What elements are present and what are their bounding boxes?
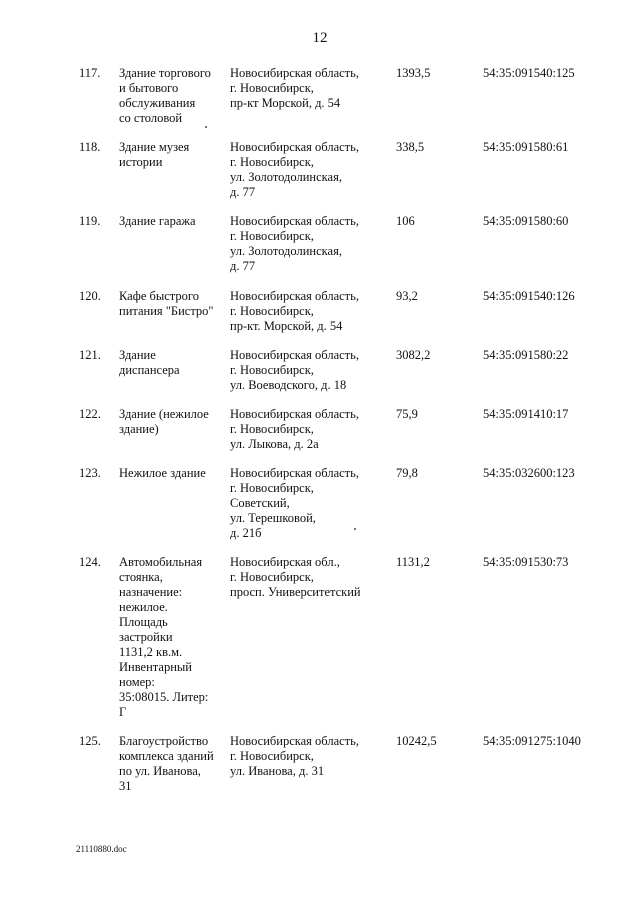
object-area: 338,5 xyxy=(396,140,425,154)
object-address-line: г. Новосибирск, xyxy=(230,229,314,243)
object-name xyxy=(119,734,229,794)
object-address-line: г. Новосибирск, xyxy=(230,155,314,169)
object-address xyxy=(230,407,390,452)
object-address-line: Новосибирская область, xyxy=(230,289,359,303)
object-name-line: 31 xyxy=(119,779,132,793)
row-number: 125. xyxy=(79,734,101,748)
object-address xyxy=(230,214,390,274)
object-name-line: питания "Бистро" xyxy=(119,304,214,318)
object-name-line: Площадь xyxy=(119,615,168,629)
object-address xyxy=(230,466,390,541)
object-area: 106 xyxy=(396,214,415,228)
object-address-line: Советский, xyxy=(230,496,290,510)
object-address-line: Новосибирская область, xyxy=(230,140,359,154)
object-name-line: комплекса зданий xyxy=(119,749,214,763)
object-address-line: Новосибирская обл., xyxy=(230,555,340,569)
row-number: 121. xyxy=(79,348,101,362)
object-name-line: застройки xyxy=(119,630,173,644)
object-address-line: д. 21б xyxy=(230,526,262,540)
footer-filename: 21110880.doc xyxy=(76,844,127,854)
object-address-line: ул. Золотодолинская, xyxy=(230,244,342,258)
object-name-line: 35:08015. Литер: xyxy=(119,690,209,704)
page-number: 12 xyxy=(312,30,328,46)
object-address-line: пр-кт. Морской, д. 54 xyxy=(230,319,343,333)
object-area: 79,8 xyxy=(396,466,418,480)
object-name-line: назначение: xyxy=(119,585,183,599)
object-area: 93,2 xyxy=(396,289,418,303)
object-address-line: Новосибирская область, xyxy=(230,734,359,748)
row-number: 119. xyxy=(79,214,101,228)
object-address-line: г. Новосибирск, xyxy=(230,481,314,495)
scan-speck xyxy=(205,126,207,128)
object-address-line: г. Новосибирск, xyxy=(230,749,314,763)
object-name-line: нежилое. xyxy=(119,600,168,614)
object-address-line: д. 77 xyxy=(230,185,256,199)
object-address-line: ул. Золотодолинская, xyxy=(230,170,342,184)
object-address-line: г. Новосибирск, xyxy=(230,363,314,377)
object-name xyxy=(119,289,229,319)
object-name-line: по ул. Иванова, xyxy=(119,764,201,778)
row-number: 124. xyxy=(79,555,101,569)
object-area: 75,9 xyxy=(396,407,418,421)
object-area: 3082,2 xyxy=(396,348,431,362)
object-name-line: Нежилое здание xyxy=(119,466,206,480)
object-address xyxy=(230,348,390,393)
object-name xyxy=(119,140,229,170)
object-name-line: и бытового xyxy=(119,81,179,95)
object-area: 1393,5 xyxy=(396,66,431,80)
object-name xyxy=(119,348,229,378)
object-name xyxy=(119,466,229,481)
object-name-line: диспансера xyxy=(119,363,180,377)
row-number: 117. xyxy=(79,66,101,80)
row-number: 123. xyxy=(79,466,101,480)
object-area: 10242,5 xyxy=(396,734,437,748)
cadastral-number: 54:35:091530:73 xyxy=(483,555,569,569)
row-number: 118. xyxy=(79,140,101,154)
object-name-line: обслуживания xyxy=(119,96,196,110)
object-address-line: пр-кт Морской, д. 54 xyxy=(230,96,341,110)
object-address xyxy=(230,140,390,200)
object-address-line: просп. Университетский xyxy=(230,585,361,599)
object-name-line: Здание xyxy=(119,348,156,362)
object-address xyxy=(230,289,390,334)
object-name xyxy=(119,66,229,126)
object-name-line: Здание (нежилое xyxy=(119,407,209,421)
object-name-line: Кафе быстрого xyxy=(119,289,199,303)
object-address-line: ул. Иванова, д. 31 xyxy=(230,764,325,778)
object-name-line: Здание гаража xyxy=(119,214,196,228)
object-address-line: Новосибирская область, xyxy=(230,407,359,421)
row-number: 120. xyxy=(79,289,101,303)
scan-speck xyxy=(354,528,356,530)
object-address-line: Новосибирская область, xyxy=(230,466,359,480)
object-name-line: Благоустройство xyxy=(119,734,209,748)
object-name-line: Здание музея xyxy=(119,140,190,154)
cadastral-number: 54:35:091580:61 xyxy=(483,140,569,154)
object-address-line: ул. Терешковой, xyxy=(230,511,316,525)
object-name xyxy=(119,214,229,229)
object-name-line: стоянка, xyxy=(119,570,163,584)
object-address-line: Новосибирская область, xyxy=(230,66,359,80)
object-area: 1131,2 xyxy=(396,555,430,569)
object-address-line: г. Новосибирск, xyxy=(230,422,314,436)
object-address-line: г. Новосибирск, xyxy=(230,304,314,318)
object-name-line: истории xyxy=(119,155,163,169)
cadastral-number: 54:35:091580:22 xyxy=(483,348,569,362)
cadastral-number: 54:35:091410:17 xyxy=(483,407,569,421)
object-address xyxy=(230,66,390,111)
object-name-line: 1131,2 кв.м. xyxy=(119,645,183,659)
object-address xyxy=(230,555,390,600)
object-address xyxy=(230,734,390,779)
object-name xyxy=(119,555,229,720)
cadastral-number: 54:35:091580:60 xyxy=(483,214,569,228)
object-address-line: ул. Лыкова, д. 2а xyxy=(230,437,319,451)
object-address-line: г. Новосибирск, xyxy=(230,81,314,95)
cadastral-number: 54:35:091275:1040 xyxy=(483,734,581,748)
row-number: 122. xyxy=(79,407,101,421)
object-name-line: Г xyxy=(119,705,127,719)
cadastral-number: 54:35:091540:125 xyxy=(483,66,575,80)
object-address-line: Новосибирская область, xyxy=(230,214,359,228)
object-address-line: д. 77 xyxy=(230,259,256,273)
object-name-line: Здание торгового xyxy=(119,66,211,80)
object-address-line: ул. Воеводского, д. 18 xyxy=(230,378,347,392)
cadastral-number: 54:35:091540:126 xyxy=(483,289,575,303)
object-name-line: Автомобильная xyxy=(119,555,203,569)
cadastral-number: 54:35:032600:123 xyxy=(483,466,575,480)
object-name xyxy=(119,407,229,437)
object-address-line: Новосибирская область, xyxy=(230,348,359,362)
object-name-line: со столовой xyxy=(119,111,183,125)
object-name-line: номер: xyxy=(119,675,155,689)
object-name-line: здание) xyxy=(119,422,159,436)
object-address-line: г. Новосибирск, xyxy=(230,570,314,584)
object-name-line: Инвентарный xyxy=(119,660,192,674)
